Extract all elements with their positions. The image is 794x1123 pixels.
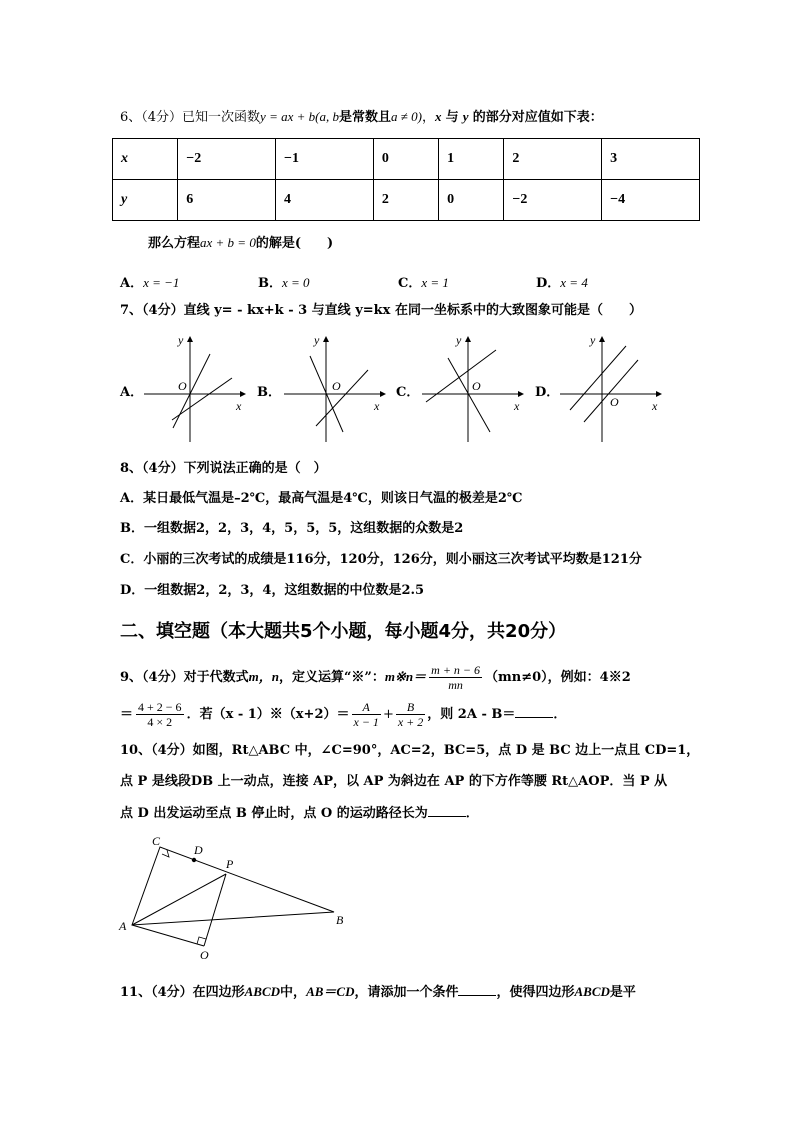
q6-followup-b: 的解是( ) [255, 236, 334, 251]
option-label: B． [258, 276, 282, 291]
q8-option-b[interactable]: B．一组数据2，2，3，4，5，5，5，这组数据的众数是2 [120, 521, 464, 536]
q8-option-c[interactable]: C．小丽的三次考试的成绩是116分，120分，126分，则小丽这三次考试平均数是121分 [120, 552, 642, 567]
q7-stem: 7、（4分）直线 y= - kx+k - 3 与直线 y=kx 在同一坐标系中的大致图象可能是（ ） [120, 303, 642, 318]
q11-abcd: ABCD [244, 984, 281, 999]
q6-stem-a: 6、（4分）已知一次函数 [120, 110, 261, 125]
q6-followup-a: 那么方程 [148, 236, 201, 251]
q7-graph-a-label[interactable]: A． [120, 385, 144, 400]
q6-stem-e: 的部分对应值如下表： [472, 110, 603, 125]
q6-formula: y = ax + b(a, b [260, 109, 339, 124]
q11-text: ，使得四边形 [496, 985, 575, 1000]
origin-label: O [332, 379, 341, 393]
q9-a-fraction [352, 700, 381, 729]
q9-eq: ＝ [120, 707, 134, 722]
origin-label: O [610, 395, 619, 409]
q11-text: 11、（4分）在四边形 [120, 985, 245, 1000]
table-cell: −2 [504, 180, 602, 221]
fraction-denominator: x − 1 [353, 715, 379, 729]
q10-line1: 10、（4分）如图，Rt△ABC 中，∠C=90°，AC=2，BC=5，点 D 是 BC 边上一点且 CD=1， [120, 743, 700, 758]
q9-text: ，则 2A - B＝ [427, 707, 516, 722]
q7-graph-a[interactable] [140, 330, 250, 445]
origin-label: O [178, 379, 187, 393]
table-cell: 0 [373, 139, 438, 180]
q9-text: ．若（x - 1）※（x+2）＝ [186, 707, 350, 722]
y-axis-label: y [590, 333, 596, 347]
option-label: C． [398, 276, 422, 291]
q6-value-table [112, 138, 700, 221]
x-axis-label: x [514, 399, 520, 413]
q9-text: ，定义运算“※”： [278, 670, 385, 685]
table-cell: 2 [504, 139, 602, 180]
table-row-x [113, 139, 700, 180]
vertex-label-a: A [119, 919, 127, 933]
table-cell: 3 [602, 139, 700, 180]
table-cell: 4 [276, 180, 374, 221]
option-label: A． [120, 276, 144, 291]
q6-followup-equation: ax + b = 0 [200, 235, 256, 250]
q9-line2 [120, 700, 566, 729]
fraction-denominator: 4 × 2 [147, 715, 173, 729]
q10-line3 [120, 804, 479, 823]
option-value: x = 0 [282, 275, 310, 290]
y-axis-label: y [456, 333, 462, 347]
origin-label: O [472, 379, 481, 393]
table-cell: −1 [276, 139, 374, 180]
table-row-y [113, 180, 700, 221]
q11-abcd: ABCD [574, 984, 610, 999]
q9-def-lhs: m※n＝ [384, 669, 427, 684]
q9-text: （mn≠0），例如：4※2 [485, 670, 631, 685]
fraction-numerator: A [352, 700, 381, 715]
vertex-label-o: O [200, 948, 209, 962]
q6-stem-b: 是常数且 [338, 110, 391, 125]
x-axis-label: x [236, 399, 242, 413]
table-cell: −2 [178, 139, 276, 180]
q8-option-d[interactable]: D．一组数据2，2，3，4，这组数据的中位数是2.5 [120, 583, 425, 598]
q6-option-c[interactable] [398, 272, 449, 291]
q11-text: ，请添加一个条件 [354, 985, 459, 1000]
q7-graph-b-label[interactable]: B． [257, 385, 281, 400]
y-axis-label: y [314, 333, 320, 347]
q8-option-a[interactable]: A．某日最低气温是–2℃，最高气温是4℃，则该日气温的极差是2℃ [120, 491, 523, 506]
table-cell: −4 [602, 180, 700, 221]
q10-text: ． [465, 806, 479, 821]
section-heading: 二、填空题（本大题共5个小题，每小题4分，共20分） [120, 621, 567, 642]
q6-stem-c: ， [421, 110, 435, 125]
q10-answer-blank[interactable] [428, 804, 466, 817]
x-axis-label: x [652, 399, 658, 413]
q7-graph-c-label[interactable]: C． [396, 385, 420, 400]
q11-ab-cd: AB＝CD [306, 984, 355, 999]
q8-stem: 8、（4分）下列说法正确的是（ ） [120, 461, 327, 476]
fraction-denominator: mn [448, 678, 463, 692]
q6-option-b[interactable] [258, 272, 310, 291]
table-cell: 6 [178, 180, 276, 221]
y-axis-label: y [178, 333, 184, 347]
q6-option-a[interactable] [120, 272, 179, 291]
option-value: x = −1 [143, 275, 180, 290]
q9-answer-blank[interactable] [515, 705, 553, 718]
q9-text: 9、（4分）对于代数式 [120, 670, 249, 685]
q9-text: ． [553, 707, 567, 722]
q9-line1 [120, 663, 631, 692]
q9-def-fraction [429, 663, 482, 692]
q6-condition: a ≠ 0) [390, 109, 422, 124]
q11-answer-blank[interactable] [458, 983, 496, 996]
table-cell: 0 [439, 180, 504, 221]
q9-plus: + [382, 707, 394, 722]
table-cell: 2 [373, 180, 438, 221]
fraction-numerator: m + n − 6 [431, 663, 481, 677]
q7-graph-c[interactable] [418, 330, 528, 445]
q6-x-var: x [434, 109, 442, 124]
q6-followup [148, 234, 333, 253]
q10-line2: 点 P 是线段DB 上一动点，连接 AP，以 AP 为斜边在 AP 的下方作等腰 Rt△AOP．当 P 从 [120, 774, 668, 789]
q6-option-d[interactable] [536, 272, 588, 291]
option-label: D． [536, 276, 561, 291]
vertex-label-p: P [226, 857, 234, 871]
table-cell: y [113, 180, 178, 221]
q9-vars: m，n [248, 669, 279, 684]
q6-stem-d: 与 [445, 110, 459, 125]
table-cell: x [113, 139, 178, 180]
q7-graph-b[interactable] [280, 330, 390, 445]
option-value: x = 4 [560, 275, 588, 290]
table-cell: 1 [439, 139, 504, 180]
q10-figure [114, 832, 364, 962]
vertex-label-d: D [194, 843, 203, 857]
vertex-label-b: B [336, 913, 344, 927]
q7-graph-d[interactable] [556, 330, 666, 445]
q11-line [120, 983, 636, 1002]
q7-graph-d-label[interactable]: D． [535, 385, 560, 400]
fraction-numerator: B [396, 700, 425, 715]
vertex-label-c: C [152, 834, 161, 848]
q6-y-var: y [462, 109, 469, 124]
fraction-denominator: x + 2 [397, 715, 424, 729]
q9-example-fraction [136, 700, 184, 729]
q11-text: 是平 [609, 985, 636, 1000]
option-value: x = 1 [421, 275, 449, 290]
q11-text: 中， [280, 985, 307, 1000]
q9-b-fraction [396, 700, 425, 729]
q10-text: 点 D 出发运动至点 B 停止时，点 O 的运动路径长为 [120, 806, 428, 821]
x-axis-label: x [374, 399, 380, 413]
q6-stem [120, 108, 603, 127]
fraction-numerator: 4 + 2 − 6 [138, 700, 182, 714]
